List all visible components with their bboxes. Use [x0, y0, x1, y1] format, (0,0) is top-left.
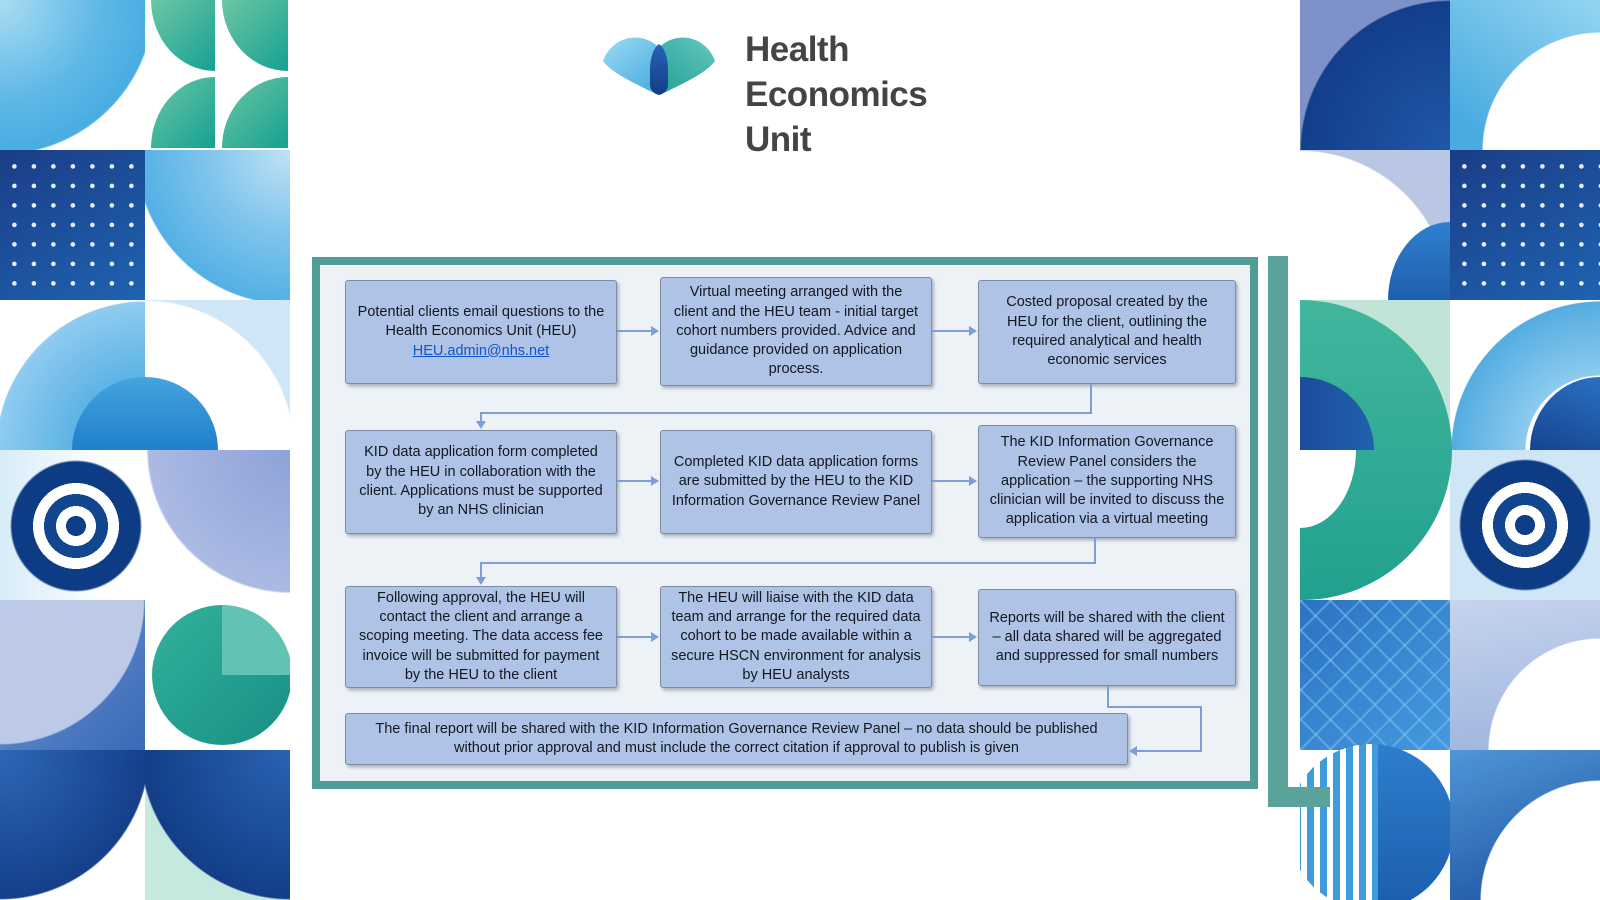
arrow-right-icon	[651, 476, 659, 486]
teal-bracket-foot	[1268, 787, 1330, 807]
flow-step-7	[345, 586, 617, 688]
leaf-shape	[151, 0, 215, 71]
arrow-right-icon	[651, 632, 659, 642]
logo-line-1: Health	[745, 30, 849, 69]
deco-pie-tile	[145, 600, 290, 750]
deco-diamond-pattern-tile	[1300, 600, 1450, 750]
flow-step-final-text: The final report will be shared with the KID Information Governance Review Panel – no data should be published without prior approval and must include the correct citation if approval to publish is given	[375, 720, 1098, 756]
leaf-shape	[222, 0, 288, 71]
circle-stripes	[1300, 744, 1378, 900]
deco-curve-tile	[1450, 750, 1600, 900]
flow-arrow-5	[617, 636, 652, 638]
leaf-shape	[151, 77, 215, 148]
pie-chart-shape	[152, 605, 290, 745]
flow-arrow-4	[932, 480, 970, 482]
deco-rings-composite	[0, 300, 290, 600]
logo-line-3: Unit	[745, 120, 812, 159]
flow-connector-a	[480, 412, 1092, 414]
flow-step-3	[978, 280, 1236, 384]
flow-arrow-2	[932, 330, 970, 332]
flow-step-9	[978, 589, 1236, 686]
arrow-right-icon	[969, 632, 977, 642]
flow-step-4	[345, 430, 617, 534]
flow-connector-c	[1137, 750, 1202, 752]
flow-connector-b	[480, 562, 482, 578]
flow-step-1-text: Potential clients email questions to the Health Economics Unit (HEU)	[357, 304, 605, 340]
flow-arrow-3	[617, 480, 652, 482]
pie-notch	[222, 605, 290, 675]
deco-curve-tile	[1300, 150, 1450, 300]
flow-step-6	[978, 425, 1236, 538]
flow-step-3-text: Costed proposal created by the HEU for the client, outlining the required analytical and health economic services	[1006, 294, 1208, 369]
deco-quarter-disc	[1388, 222, 1450, 300]
bullseye-icon	[3, 453, 149, 599]
deco-striped-circle-tile	[1300, 750, 1450, 900]
deco-curve-tile	[145, 750, 290, 900]
heu-logo-icon	[600, 34, 718, 98]
flow-connector-b	[1094, 538, 1096, 564]
flow-step-2	[660, 277, 932, 386]
flow-step-8-text: The HEU will liaise with the KID data team and arrange for the required data cohort to be made available within a secure HSCN environment for analysis by HEU analysts	[671, 589, 921, 683]
arrow-down-icon	[476, 421, 486, 429]
flow-step-6-text: The KID Information Governance Review Panel considers the application – the supporting NHS clinician will be invited to discuss the application via a virtual meeting	[989, 434, 1225, 528]
flow-step-9-text: Reports will be shared with the client – all data shared will be aggregated and suppressed for small numbers	[989, 609, 1225, 665]
flow-connector-c	[1107, 706, 1202, 708]
deco-curve-tile	[145, 150, 290, 300]
flow-arrow-6	[932, 636, 970, 638]
flow-step-5-text: Completed KID data application forms are submitted by the HEU to the KID Information Governance Review Panel	[671, 454, 921, 509]
flow-step-2-text: Virtual meeting arranged with the client and the HEU team - initial target cohort numbers provided. Advice and guidance provided on application process.	[673, 284, 919, 378]
deco-lavender-fan	[145, 450, 290, 600]
arrow-right-icon	[651, 326, 659, 336]
arrow-right-icon	[969, 476, 977, 486]
deco-curve-tile	[0, 750, 145, 900]
deco-curve-tile	[1450, 0, 1600, 150]
deco-curve-tile	[1300, 0, 1450, 150]
flow-connector-a	[1090, 384, 1092, 414]
heu-email-link[interactable]: HEU.admin@nhs.net	[412, 342, 550, 359]
logo-line-2: Economics	[745, 75, 928, 114]
flow-step-final	[345, 713, 1128, 765]
deco-dots-tile	[1450, 150, 1600, 300]
deco-leaf-tile	[145, 0, 290, 150]
teal-bracket-vertical	[1268, 256, 1288, 807]
deco-dots-tile	[0, 150, 145, 300]
flow-step-4-text: KID data application form completed by the HEU in collaboration with the client. Applications must be supported by an NHS clinician	[359, 444, 603, 519]
leaf-shape	[222, 77, 288, 148]
arrow-right-icon	[969, 326, 977, 336]
deco-curve-tile	[1450, 600, 1600, 750]
flow-connector-b	[480, 562, 1096, 564]
left-decorative-strip	[0, 0, 290, 900]
flow-connector-c	[1107, 686, 1109, 708]
flow-step-1	[345, 280, 617, 384]
flow-step-7-text: Following approval, the HEU will contact the client and arrange a scoping meeting. The data access fee invoice will be submitted for payment by the HEU to the client	[359, 589, 603, 683]
flow-step-5	[660, 430, 932, 534]
flow-arrow-1	[617, 330, 652, 332]
deco-curve-tile	[0, 0, 145, 150]
heu-logo-text	[745, 27, 927, 162]
deco-d-composite	[1300, 300, 1600, 600]
flow-step-8	[660, 586, 932, 688]
circle-solid-half	[1378, 744, 1454, 900]
flow-connector-c	[1200, 706, 1202, 752]
deco-curve-tile	[0, 600, 145, 750]
striped-circle	[1300, 744, 1454, 900]
bullseye-icon	[1452, 452, 1598, 598]
right-decorative-strip	[1300, 0, 1600, 900]
arrow-left-icon	[1129, 746, 1137, 756]
arrow-down-icon	[476, 577, 486, 585]
